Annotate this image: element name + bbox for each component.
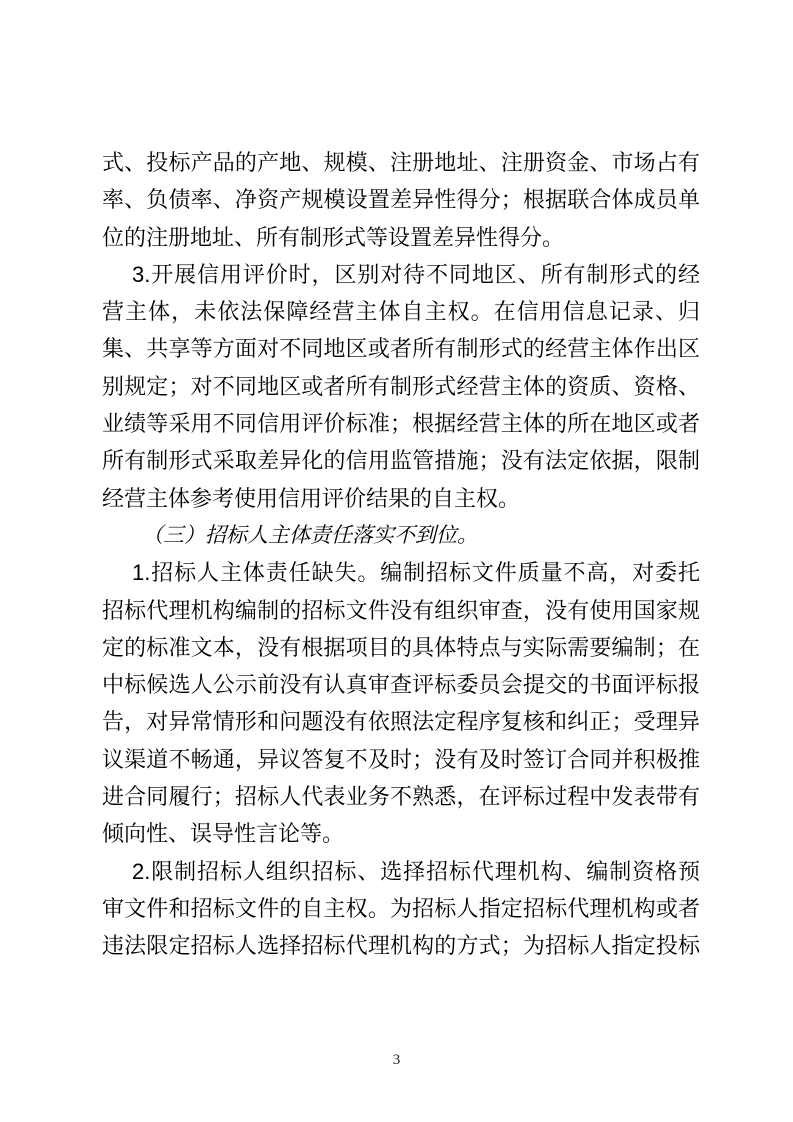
section-heading-line: （三）招标人主体责任落实不到位。 <box>142 522 478 547</box>
doc-line: 进合同履行；招标人代表业务不熟悉，在评标过程中发表带有 <box>102 784 700 810</box>
doc-line: 告，对异常情形和问题没有依照法定程序复核和纠正；受理异 <box>102 709 700 735</box>
paragraph-continuation <box>102 144 700 256</box>
doc-line: 经营主体参考使用信用评价结果的自主权。 <box>102 485 521 511</box>
doc-line: 违法限定招标人选择招标代理机构的方式；为招标人指定投标 <box>102 933 700 959</box>
doc-line: 审文件和招标文件的自主权。为招标人指定招标代理机构或者 <box>102 895 700 921</box>
page-number: 3 <box>392 1052 401 1068</box>
doc-line: 议渠道不畅通，异议答复不及时；没有及时签订合同并积极推 <box>102 746 700 772</box>
doc-line: 率、负债率、净资产规模设置差异性得分；根据联合体成员单 <box>102 187 700 213</box>
doc-line: 集、共享等方面对不同地区或者所有制形式的经营主体作出区 <box>102 336 700 362</box>
doc-line: 3.开展信用评价时，区别对待不同地区、所有制形式的经 <box>132 261 700 287</box>
paragraph-item-1 <box>102 554 700 852</box>
paragraph-item-2 <box>102 853 700 965</box>
page-footer <box>0 1052 793 1069</box>
doc-line: 1.招标人主体责任缺失。编制招标文件质量不高，对委托 <box>132 560 700 586</box>
document-body <box>102 144 700 965</box>
doc-line: 2.限制招标人组织招标、选择招标代理机构、编制资格预 <box>132 858 700 884</box>
doc-line: 倾向性、误导性言论等。 <box>102 821 345 847</box>
doc-line: 位的注册地址、所有制形式等设置差异性得分。 <box>102 224 565 250</box>
doc-line: 业绩等采用不同信用评价标准；根据经营主体的所在地区或者 <box>102 411 700 437</box>
doc-line: 中标候选人公示前没有认真审查评标委员会提交的书面评标报 <box>102 672 700 698</box>
doc-line: 营主体，未依法保障经营主体自主权。在信用信息记录、归 <box>102 299 700 325</box>
doc-line: 所有制形式采取差异化的信用监管措施；没有法定依据，限制 <box>102 448 700 474</box>
doc-line: 式、投标产品的产地、规模、注册地址、注册资金、市场占有 <box>102 150 700 175</box>
doc-line: 定的标准文本，没有根据项目的具体特点与实际需要编制；在 <box>102 634 700 660</box>
doc-line: 招标代理机构编制的招标文件没有组织审查，没有使用国家规 <box>102 597 700 623</box>
section-heading <box>102 517 700 554</box>
paragraph-item-3 <box>102 256 700 517</box>
doc-line: 别规定；对不同地区或者所有制形式经营主体的资质、资格、 <box>102 373 700 399</box>
